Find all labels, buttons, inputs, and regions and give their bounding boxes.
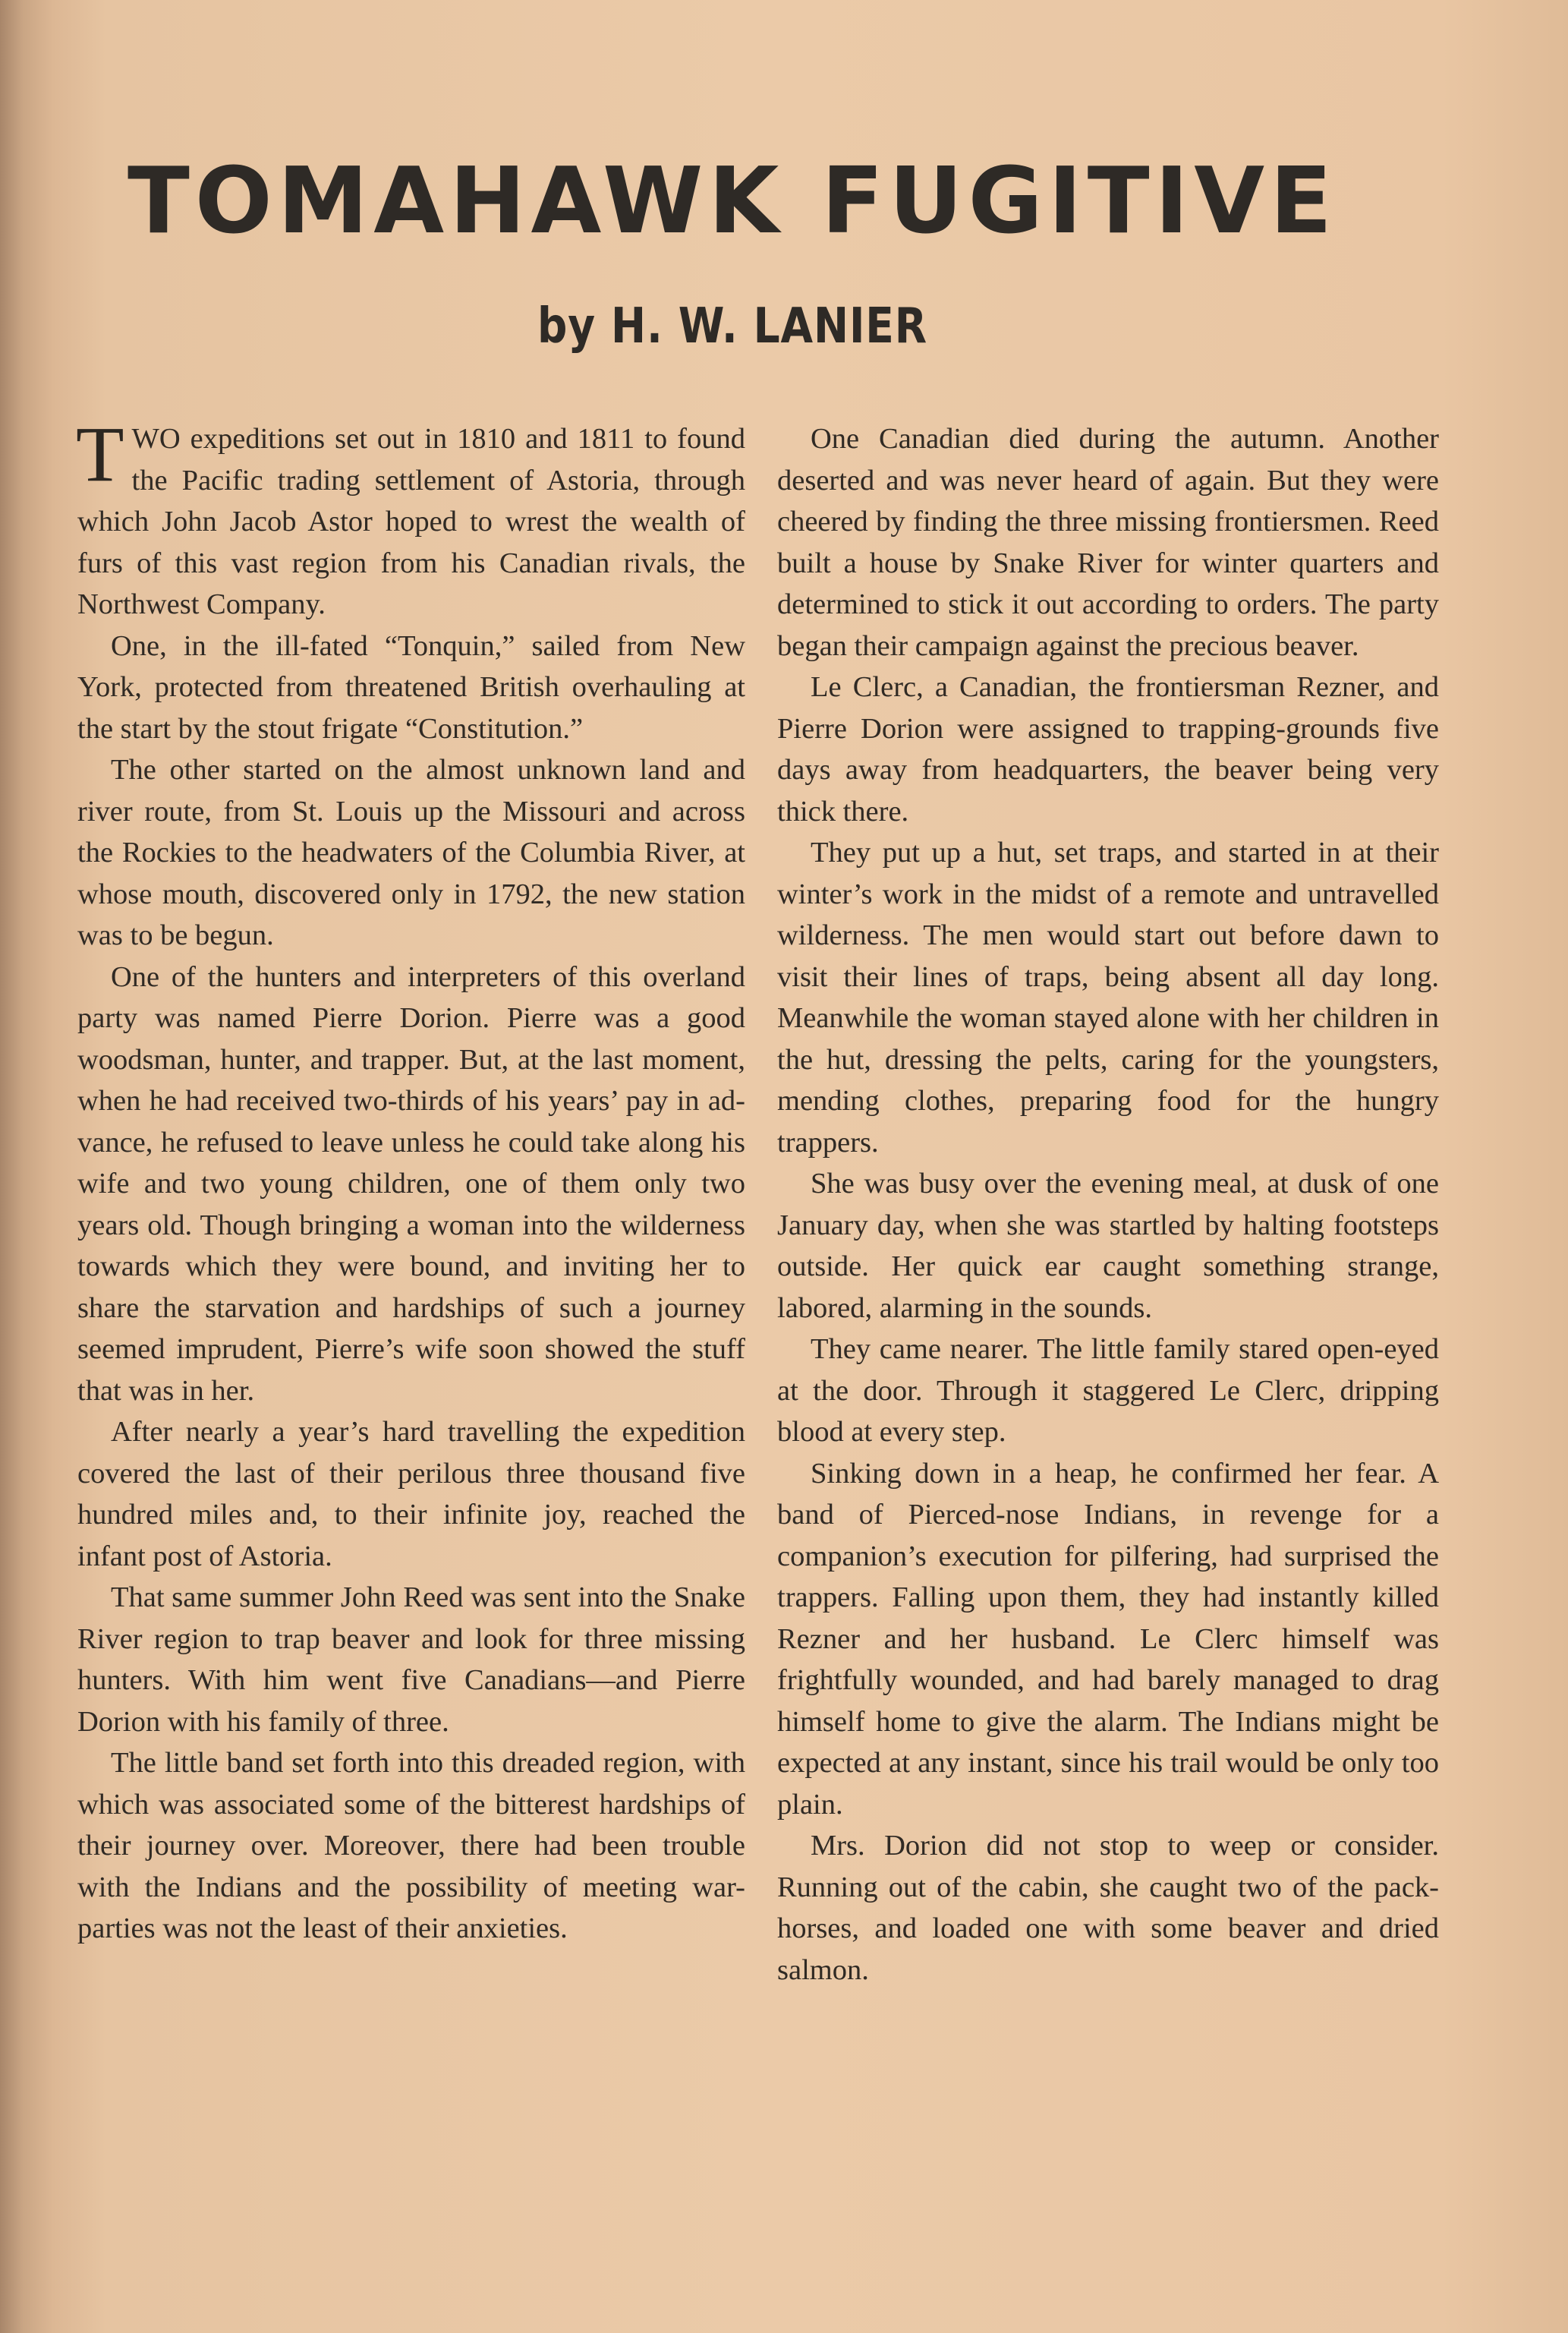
paragraph: She was busy over the evening meal, at dusk of one January day, when she was startled by halting footsteps outside. Her quick ear caught something strange, labored, alarming in the sounds. bbox=[777, 1168, 1439, 1324]
paragraph: They put up a hut, set traps, and started in at their winter’s work in the midst of a remote and untravelled wilderness. The men would start out before dawn to visit their lines of traps, being absent all day long. Meanwhile the woman stayed alone with her children in the hut, dressing the pelts, caring for the youngsters, mending clothes, preparing food for the hungry trappers. bbox=[777, 837, 1439, 1159]
paragraph: They came nearer. The little family stared open-eyed at the door. Through it staggered Le Clerc, dripping blood at every step. bbox=[777, 1333, 1439, 1448]
paragraph-1 bbox=[76, 411, 745, 626]
paragraph: Sinking down in a heap, he confirmed her fear. A band of Pierced-nose Indians, in revenge for a companion’s execution for pilfering, had surprised the trappers. Falling upon them, they had instantly killed Rezner and her husband. Le Clerc himself was frightfully wounded, and had barely managed to drag himself home to give the alarm. The Indians might be expected at any instant, since his trail would be only too plain. bbox=[777, 1457, 1439, 1821]
paragraph: One, in the ill-fated “Tonquin,” sailed from New York, protected from threatened British overhauling at the start by the stout frigate “Constitution.” bbox=[77, 629, 745, 745]
paragraph: That same summer John Reed was sent into the Snake River region to trap beaver and look for three missing hunters. With him went five Canadians—and Pierre Dorion with his family of three. bbox=[77, 1581, 745, 1738]
paragraph-text: WO expeditions set out in 1810 and 1811 to found the Pacific trading settlement of Astoria, through which John Jacob Astor hoped to wrest the wealth of furs of this vast region from his Canadian rivals, the Northwest Company. bbox=[77, 423, 745, 620]
story-title: TOMAHAWK FUGITIVE bbox=[127, 149, 1338, 254]
paragraph: One of the hunters and interpreters of this overland party was named Pierre Dorion. Pierre was a good woodsman, hunter, and trapper. But, at the last moment, when he had received two-thirds of his years’ pay in advance, he refused to leave unless he could take along his wife and two young children, one of them only two years old. Though bringing a woman into the wilderness towards which they were bound, and inviting her to share the starvation and hardships of such a journey seemed imprudent, Pierre’s wife soon showed the stuff that was in her. bbox=[77, 960, 745, 1407]
author-byline: by H. W. LANIER bbox=[537, 298, 927, 355]
paragraph: Le Clerc, a Canadian, the frontiersman Rezner, and Pierre Dorion were assigned to trapping-grounds five days away from headquarters, the beaver being very thick there. bbox=[777, 671, 1439, 828]
right-column bbox=[777, 418, 1439, 1991]
paragraph: Mrs. Dorion did not stop to weep or consider. Running out of the cabin, she caught two of the pack-horses, and loaded one with some beaver and dried salmon. bbox=[777, 1830, 1439, 1986]
paragraph: The other started on the almost unknown land and river route, from St. Louis up the Missouri and across the Rockies to the headwaters of the Columbia River, at whose mouth, discovered only in 1792, the new station was to be begun. bbox=[77, 754, 745, 951]
paragraph: After nearly a year’s hard travelling the expedition covered the last of their perilous three thousand five hundred miles and, to their infinite joy, reached the infant post of Astoria. bbox=[77, 1416, 745, 1572]
paragraph: The little band set forth into this dreaded region, with which was associated some of the bitterest hardships of their journey over. Moreover, there had been trouble with the Indians and the possibility of meeting war-parties was not the least of their anxieties. bbox=[77, 1747, 745, 1944]
left-column bbox=[76, 411, 745, 1950]
paragraph: One Canadian died during the autumn. Another deserted and was never heard of again. But they were cheered by finding the three missing frontiersmen. Reed built a house by Snake River for winter quarters and determined to stick it out according to orders. The party began their campaign against the precious beaver. bbox=[777, 423, 1439, 662]
drop-cap: T bbox=[76, 411, 124, 498]
